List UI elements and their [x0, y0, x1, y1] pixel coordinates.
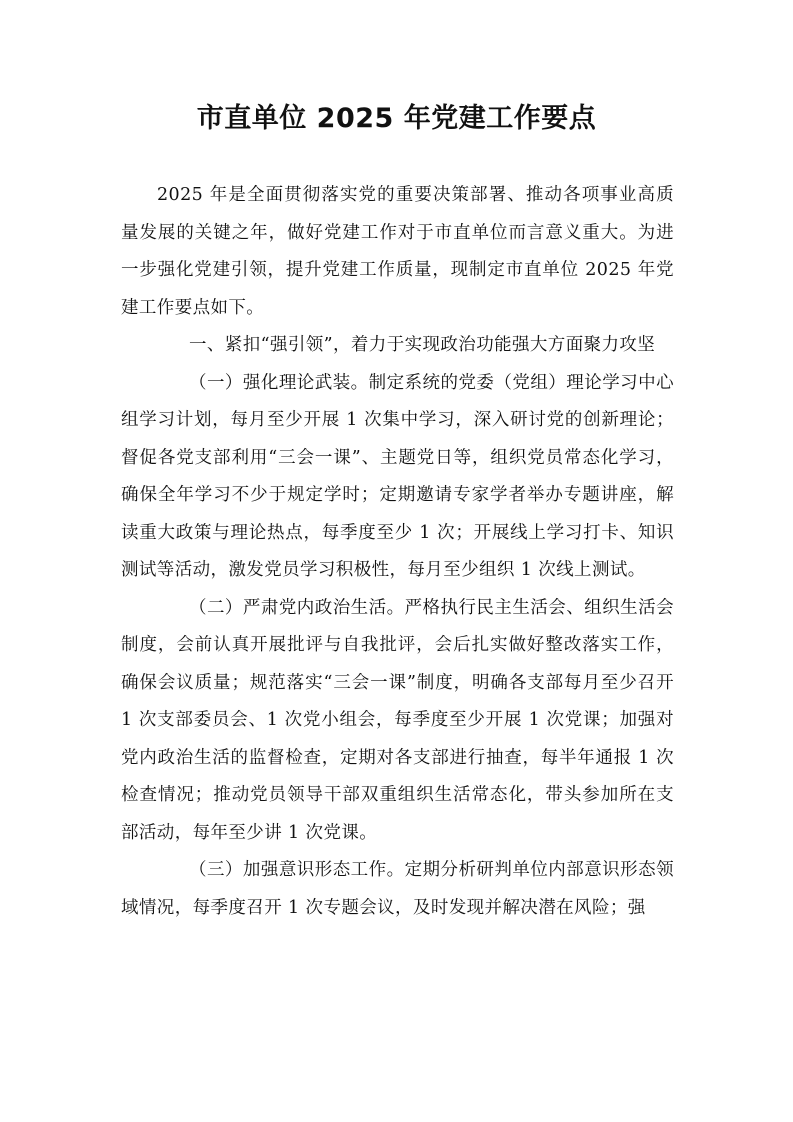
intro-paragraph: 2025 年是全面贯彻落实党的重要决策部署、推动各项事业高质量发展的关键之年，做好党建工作对于市直单位而言意义重大。为进一步强化党建引领，提升党建工作质量，现制定市直单位 2025 年党建工作要点如下。 [121, 185, 674, 318]
document-body [121, 177, 674, 927]
document-title: 市直单位 2025 年党建工作要点 [196, 103, 597, 134]
section-heading-1: 一、紧扣“强引领”，着力于实现政治功能强大方面聚力攻坚 [189, 335, 656, 355]
subsection-paragraph-3: （三）加强意识形态工作。定期分析研判单位内部意识形态领域情况，每季度召开 1 次专题会议，及时发现并解决潜在风险；强 [121, 860, 674, 918]
subsection-paragraph-1: （一）强化理论武装。制定系统的党委（党组）理论学习中心组学习计划，每月至少开展 1 次集中学习，深入研讨党的创新理论；督促各党支部利用“三会一课”、主题党日等，组织党员常态化学习，确保全年学习不少于规定学时；定期邀请专家学者举办专题讲座，解读重大政策与理论热点，每季度至少 1 次；开展线上学习打卡、知识测试等活动，激发党员学习积极性，每月至少组织 1 次线上测试。 [121, 372, 674, 580]
subsection-paragraph-2: （二）严肃党内政治生活。严格执行民主生活会、组织生活会制度，会前认真开展批评与自我批评，会后扎实做好整改落实工作，确保会议质量；规范落实“三会一课”制度，明确各支部每月至少召开 1 次支部委员会、1 次党小组会，每季度至少开展 1 次党课；加强对党内政治生活的监督检查，定期对各支部进行抽查，每半年通报 1 次检查情况；推动党员领导干部双重组织生活常态化，带头参加所在支部活动，每年至少讲 1 次党课。 [121, 597, 674, 843]
